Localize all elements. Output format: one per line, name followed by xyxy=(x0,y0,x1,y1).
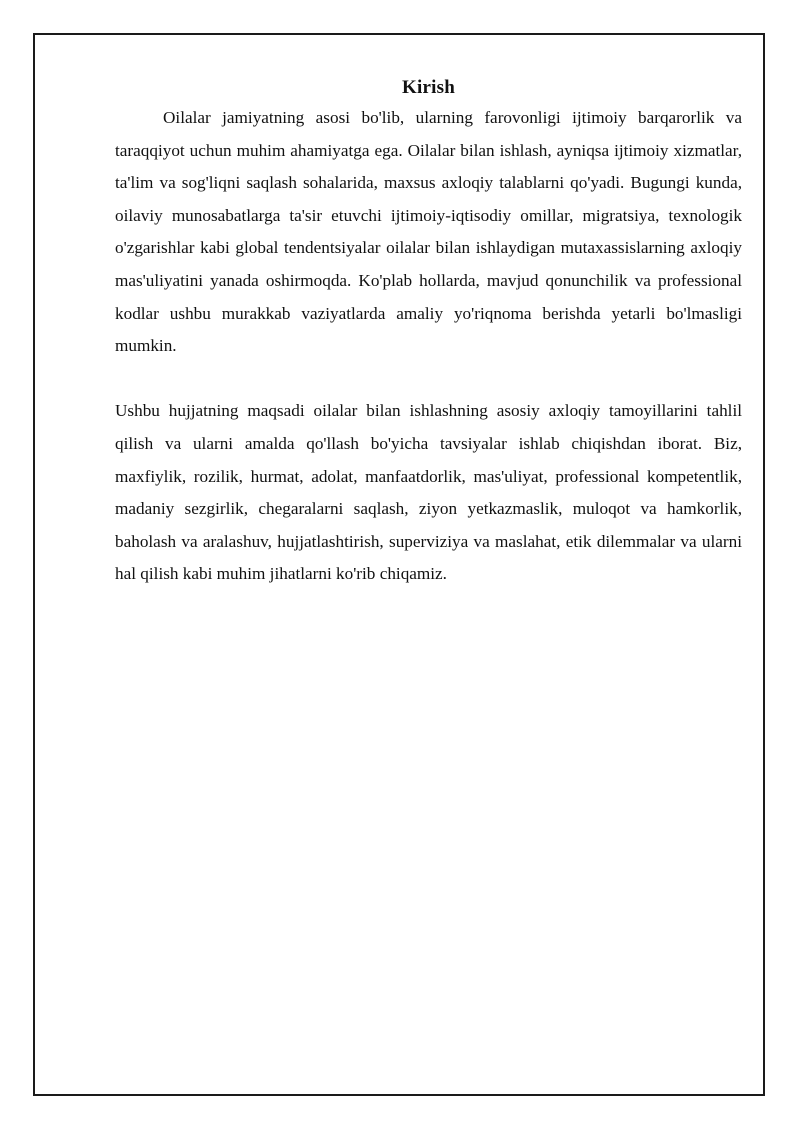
paragraph-purpose: Ushbu hujjatning maqsadi oilalar bilan ishlashning asosiy axloqiy tamoyillarini tahlil qilish va ularni amalda qo'llash bo'yicha tavsiyalar ishlab chiqishdan iborat. Biz, maxfiylik, rozilik, hurmat, adolat, manfaatdorlik, mas'uliyat, professional kompetentlik, madaniy sezgirlik, chegaralarni saqlash, ziyon yetkazmaslik, muloqot va hamkorlik, baholash va aralashuv, hujjatlashtirish, superviziya va maslahat, etik dilemmalar va ularni hal qilish kabi muhim jihatlarni ko'rib chiqamiz. xyxy=(115,401,742,584)
document-body xyxy=(115,74,742,591)
section-heading: Kirish xyxy=(402,77,455,98)
paragraph-intro: Oilalar jamiyatning asosi bo'lib, ularning farovonligi ijtimoiy barqarorlik va taraqqiyot uchun muhim ahamiyatga ega. Oilalar bilan ishlash, ayniqsa ijtimoiy xizmatlar, ta'lim va sog'liqni saqlash sohalarida, maxsus axloqiy talablarni qo'yadi. Bugungi kunda, oilaviy munosabatlarga ta'sir etuvchi ijtimoiy-iqtisodiy omillar, migratsiya, texnologik o'zgarishlar kabi global tendentsiyalar oilalar bilan ishlaydigan mutaxassislarning axloqiy mas'uliyatini yanada oshirmoqda. Ko'plab hollarda, mavjud qonunchilik va professional kodlar ushbu murakkab vaziyatlarda amaliy yo'riqnoma berishda yetarli bo'lmasligi mumkin. xyxy=(115,108,742,356)
